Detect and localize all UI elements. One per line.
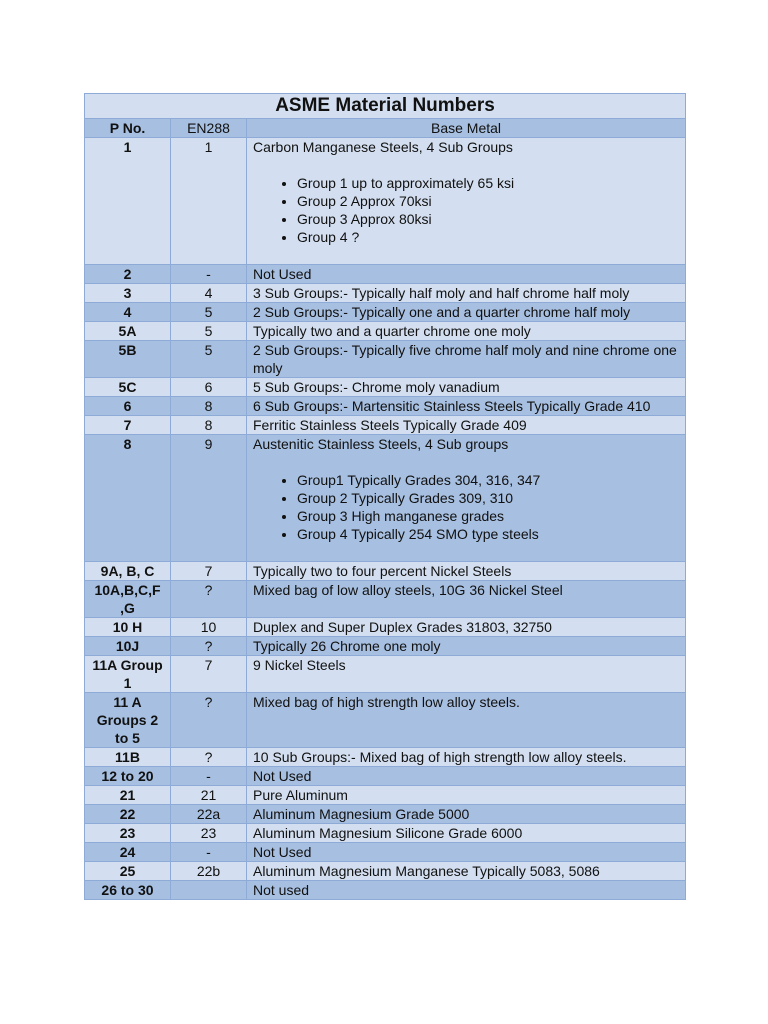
- table-row: [85, 618, 686, 637]
- base-metal-text: Austenitic Stainless Steels, 4 Sub groups: [253, 436, 509, 452]
- table-row: [85, 656, 686, 693]
- base-metal-cell: Not used: [247, 881, 686, 900]
- p-no-cell: 4: [85, 303, 171, 322]
- sub-group-item: • Group 3 High manganese grades: [297, 507, 679, 525]
- base-metal-cell: Typically two to four percent Nickel Steels: [247, 562, 686, 581]
- en288-cell: 9: [171, 435, 247, 562]
- en288-cell: ?: [171, 637, 247, 656]
- p-no-cell: 21: [85, 786, 171, 805]
- p-no-cell: 3: [85, 284, 171, 303]
- base-metal-cell: Typically 26 Chrome one moly: [247, 637, 686, 656]
- en288-cell: 7: [171, 656, 247, 693]
- table-row: [85, 303, 686, 322]
- en288-cell: ?: [171, 581, 247, 618]
- table-row: [85, 378, 686, 397]
- en288-cell: ?: [171, 748, 247, 767]
- en288-cell: 5: [171, 303, 247, 322]
- p-no-cell: 11A Group 1: [85, 656, 171, 693]
- sub-group-item: • Group 4 Typically 254 SMO type steels: [297, 525, 679, 543]
- en288-cell: -: [171, 265, 247, 284]
- base-metal-cell: Not Used: [247, 767, 686, 786]
- en288-cell: 8: [171, 397, 247, 416]
- en288-cell: 7: [171, 562, 247, 581]
- p-no-cell: 1: [85, 138, 171, 265]
- base-metal-cell: Aluminum Magnesium Grade 5000: [247, 805, 686, 824]
- table-row: [85, 767, 686, 786]
- base-metal-cell: Pure Aluminum: [247, 786, 686, 805]
- table-row: [85, 265, 686, 284]
- sub-group-item: • Group1 Typically Grades 304, 316, 347: [297, 471, 679, 489]
- p-no-cell: 8: [85, 435, 171, 562]
- header-base-metal: Base Metal: [247, 119, 686, 138]
- material-table-container: [84, 93, 685, 900]
- sub-group-list: [253, 174, 679, 246]
- en288-cell: ?: [171, 693, 247, 748]
- en288-cell: 8: [171, 416, 247, 435]
- base-metal-cell: Ferritic Stainless Steels Typically Grade 409: [247, 416, 686, 435]
- table-row: [85, 824, 686, 843]
- p-no-cell: 25: [85, 862, 171, 881]
- base-metal-cell: 9 Nickel Steels: [247, 656, 686, 693]
- base-metal-cell: 5 Sub Groups:- Chrome moly vanadium: [247, 378, 686, 397]
- en288-cell: 4: [171, 284, 247, 303]
- p-no-cell: 26 to 30: [85, 881, 171, 900]
- en288-cell: 22b: [171, 862, 247, 881]
- en288-cell: 5: [171, 322, 247, 341]
- p-no-cell: 7: [85, 416, 171, 435]
- sub-group-item: • Group 2 Approx 70ksi: [297, 192, 679, 210]
- sub-group-item: • Group 3 Approx 80ksi: [297, 210, 679, 228]
- p-no-cell: 10 H: [85, 618, 171, 637]
- table-row: [85, 843, 686, 862]
- en288-cell: 23: [171, 824, 247, 843]
- p-no-cell: 5B: [85, 341, 171, 378]
- base-metal-cell: Not Used: [247, 843, 686, 862]
- en288-cell: 1: [171, 138, 247, 265]
- p-no-cell: 5C: [85, 378, 171, 397]
- table-row: [85, 862, 686, 881]
- table-row: [85, 416, 686, 435]
- en288-cell: -: [171, 767, 247, 786]
- en288-cell: -: [171, 843, 247, 862]
- en288-cell: 21: [171, 786, 247, 805]
- header-en288: EN288: [171, 119, 247, 138]
- p-no-cell: 5A: [85, 322, 171, 341]
- en288-cell: 5: [171, 341, 247, 378]
- asme-material-table: [84, 93, 686, 900]
- p-no-cell: 10A,B,C,F ,G: [85, 581, 171, 618]
- p-no-cell: 9A, B, C: [85, 562, 171, 581]
- base-metal-cell: [247, 435, 686, 562]
- p-no-cell: 10J: [85, 637, 171, 656]
- sub-group-list: [253, 471, 679, 543]
- base-metal-cell: Mixed bag of low alloy steels, 10G 36 Nickel Steel: [247, 581, 686, 618]
- table-row: [85, 397, 686, 416]
- p-no-cell: 23: [85, 824, 171, 843]
- table-title: ASME Material Numbers: [85, 94, 686, 119]
- base-metal-text: Carbon Manganese Steels, 4 Sub Groups: [253, 139, 513, 155]
- p-no-cell: 11B: [85, 748, 171, 767]
- p-no-cell: 24: [85, 843, 171, 862]
- base-metal-cell: Not Used: [247, 265, 686, 284]
- table-row: [85, 693, 686, 748]
- table-row: [85, 637, 686, 656]
- base-metal-cell: Aluminum Magnesium Silicone Grade 6000: [247, 824, 686, 843]
- table-row: [85, 341, 686, 378]
- base-metal-cell: 3 Sub Groups:- Typically half moly and half chrome half moly: [247, 284, 686, 303]
- table-row: [85, 322, 686, 341]
- base-metal-cell: 6 Sub Groups:- Martensitic Stainless Steels Typically Grade 410: [247, 397, 686, 416]
- sub-group-item: • Group 1 up to approximately 65 ksi: [297, 174, 679, 192]
- base-metal-cell: 2 Sub Groups:- Typically one and a quarter chrome half moly: [247, 303, 686, 322]
- header-p-no: P No.: [85, 119, 171, 138]
- base-metal-cell: 2 Sub Groups:- Typically five chrome half moly and nine chrome one moly: [247, 341, 686, 378]
- base-metal-cell: Aluminum Magnesium Manganese Typically 5083, 5086: [247, 862, 686, 881]
- table-row: [85, 786, 686, 805]
- en288-cell: 22a: [171, 805, 247, 824]
- table-row: [85, 748, 686, 767]
- en288-cell: [171, 881, 247, 900]
- table-row: [85, 562, 686, 581]
- sub-group-item: • Group 4 ?: [297, 228, 679, 246]
- p-no-cell: 6: [85, 397, 171, 416]
- en288-cell: 6: [171, 378, 247, 397]
- table-row: [85, 805, 686, 824]
- table-row: [85, 284, 686, 303]
- table-row: [85, 581, 686, 618]
- p-no-cell: 22: [85, 805, 171, 824]
- sub-group-item: • Group 2 Typically Grades 309, 310: [297, 489, 679, 507]
- table-row: [85, 435, 686, 562]
- base-metal-cell: [247, 138, 686, 265]
- base-metal-cell: Duplex and Super Duplex Grades 31803, 32750: [247, 618, 686, 637]
- en288-cell: 10: [171, 618, 247, 637]
- base-metal-cell: 10 Sub Groups:- Mixed bag of high strength low alloy steels.: [247, 748, 686, 767]
- table-row: [85, 138, 686, 265]
- base-metal-cell: Mixed bag of high strength low alloy steels.: [247, 693, 686, 748]
- base-metal-cell: Typically two and a quarter chrome one moly: [247, 322, 686, 341]
- p-no-cell: 12 to 20: [85, 767, 171, 786]
- table-row: [85, 881, 686, 900]
- p-no-cell: 11 A Groups 2 to 5: [85, 693, 171, 748]
- p-no-cell: 2: [85, 265, 171, 284]
